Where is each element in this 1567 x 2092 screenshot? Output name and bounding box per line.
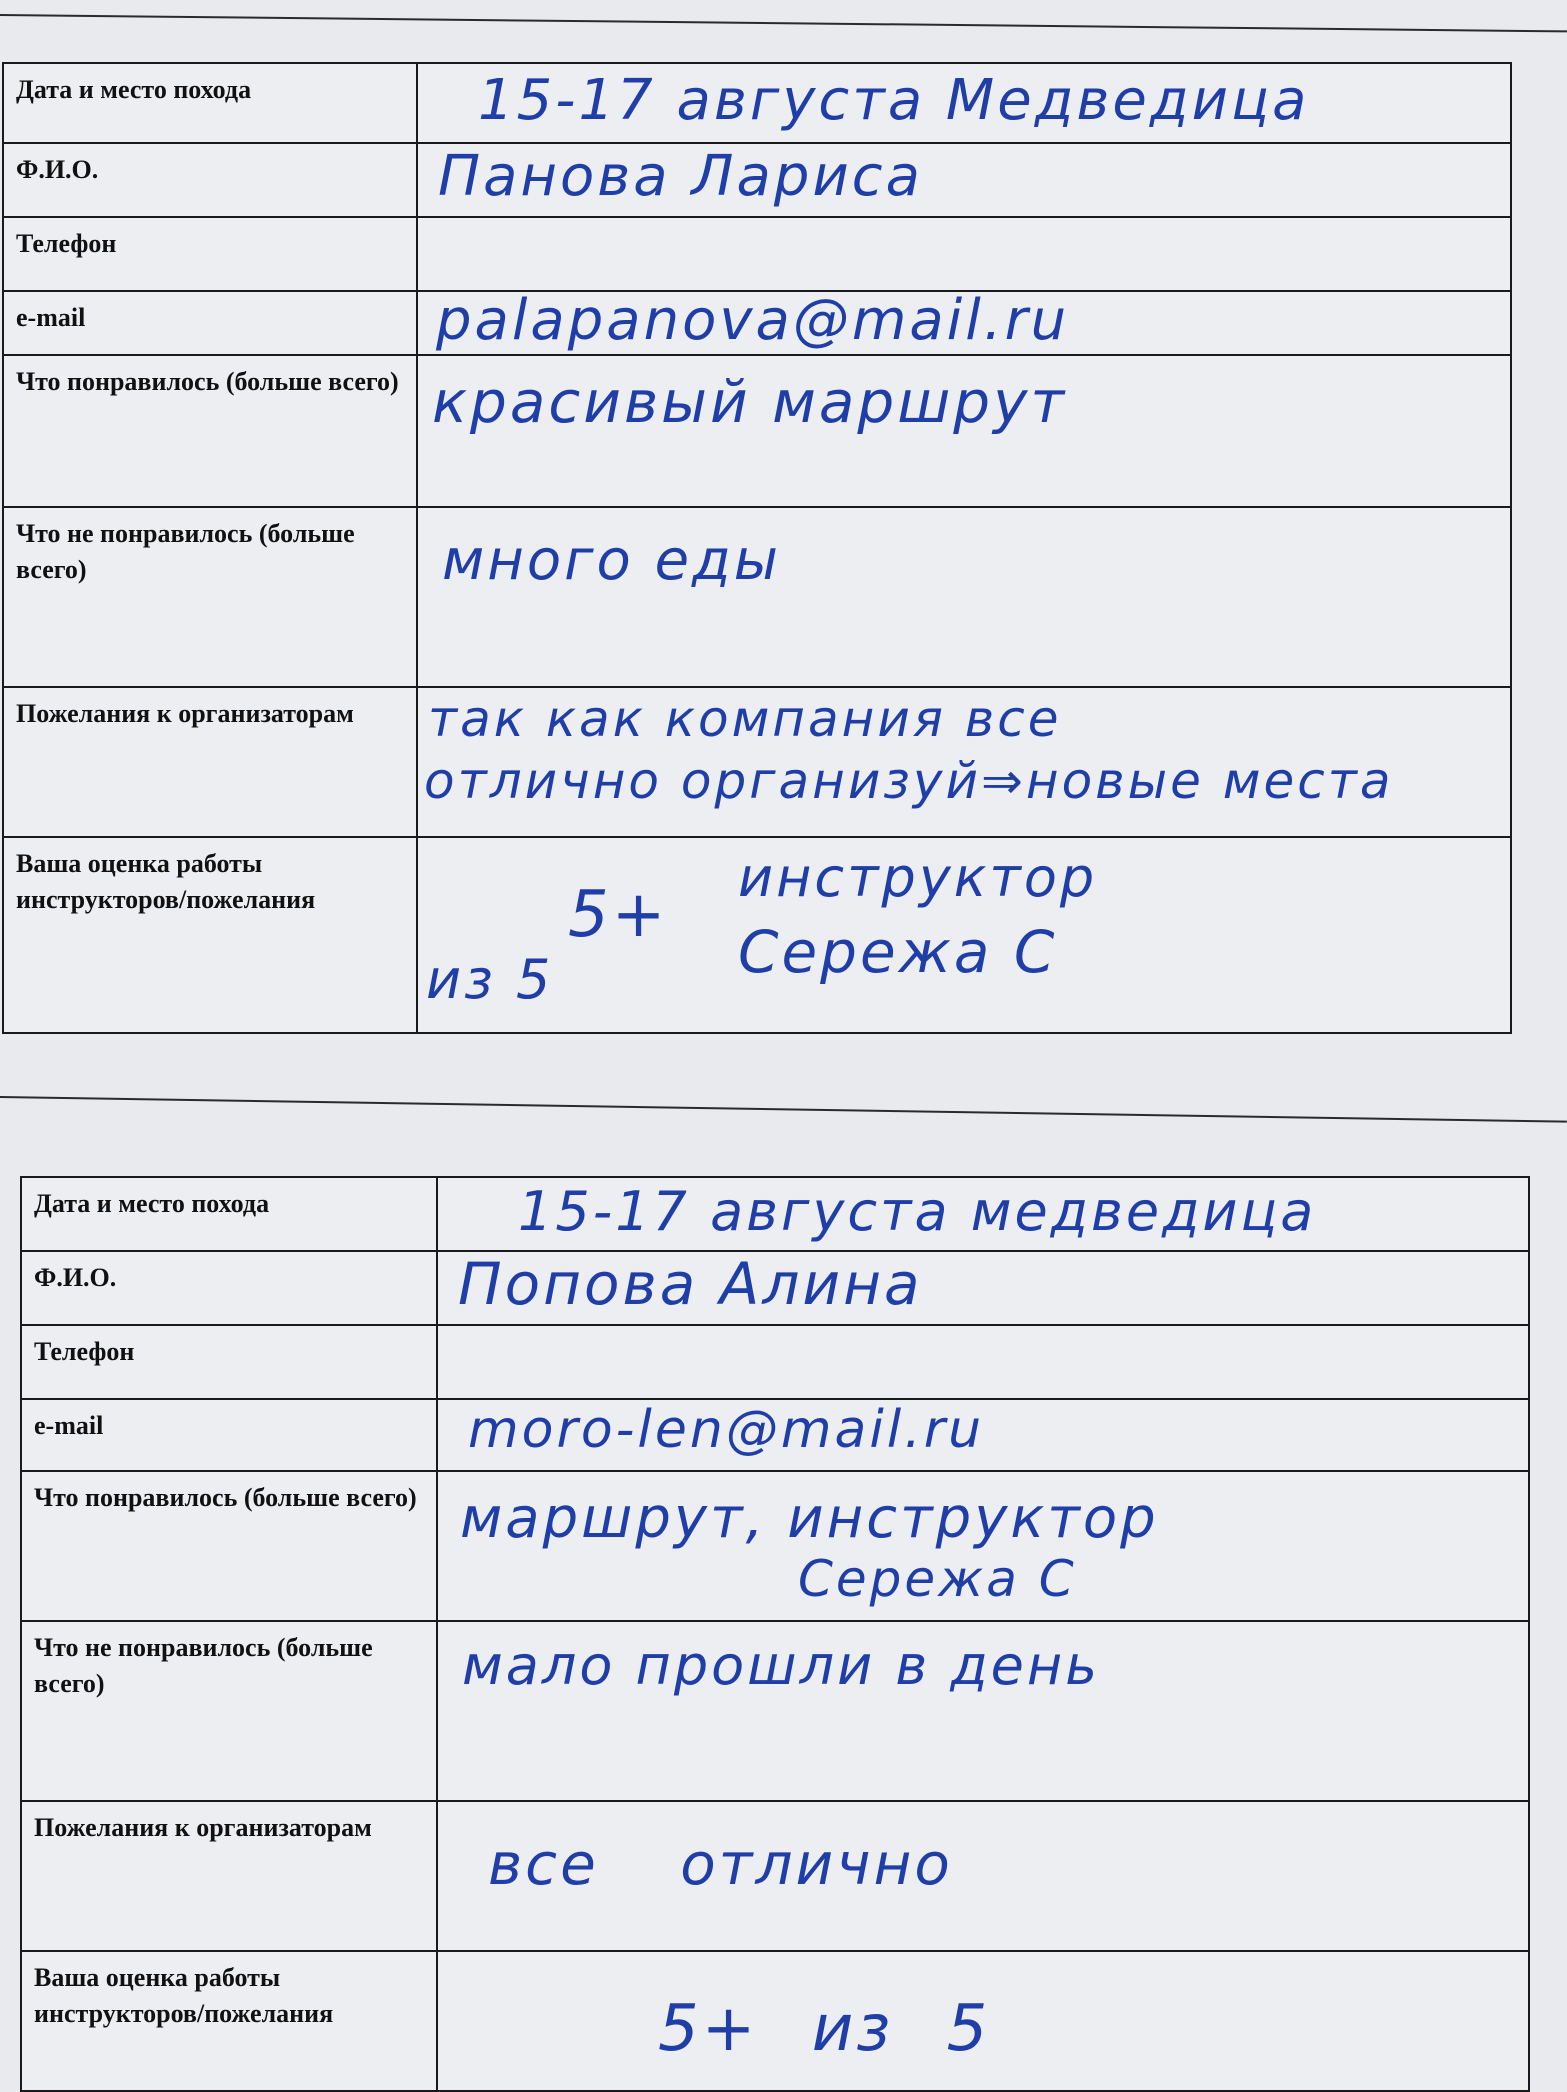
value-disliked[interactable] [417, 507, 1511, 687]
value-rating[interactable] [417, 837, 1511, 1033]
value-date-place-2[interactable] [437, 1177, 1529, 1251]
label-date-place-2: Дата и место похода [21, 1177, 437, 1251]
row-rating-2 [21, 1951, 1529, 2091]
label-disliked-2: Что не понравилось (больше всего) [21, 1621, 437, 1801]
row-disliked-2 [21, 1621, 1529, 1801]
sheet-edge-top [0, 14, 1567, 32]
value-wishes[interactable] [417, 687, 1511, 837]
handwritten-rating-score: 5+ [568, 878, 669, 952]
handwritten-name: Панова Лариса [438, 144, 923, 209]
handwritten-rating-of: из 5 [426, 948, 554, 1011]
handwritten-liked: красивый маршрут [432, 368, 1068, 436]
label-liked: Что понравилось (больше всего) [3, 355, 417, 507]
value-name-2[interactable] [437, 1251, 1529, 1325]
handwritten-date-place: 15-17 августа Медведица [478, 68, 1310, 133]
handwritten-disliked-2: мало прошли в день [462, 1634, 1101, 1697]
label-name: Ф.И.О. [3, 143, 417, 217]
value-email-2[interactable] [437, 1399, 1529, 1471]
label-wishes: Пожелания к организаторам [3, 687, 417, 837]
handwritten-wishes-line1: так как компания все [428, 690, 1062, 748]
label-disliked: Что не понравилось (больше всего) [3, 507, 417, 687]
handwritten-email-2: moro-len@mail.ru [468, 1400, 985, 1460]
label-wishes-2: Пожелания к организаторам [21, 1801, 437, 1951]
handwritten-liked-2-line1: маршрут, инструктор [460, 1486, 1159, 1551]
label-liked-2: Что понравилось (больше всего) [21, 1471, 437, 1621]
label-rating-2: Ваша оценка работы инструкторов/пожелания [21, 1951, 437, 2091]
row-liked-2 [21, 1471, 1529, 1621]
handwritten-disliked: много еды [442, 528, 781, 593]
value-liked[interactable] [417, 355, 1511, 507]
label-email-2: e-mail [21, 1399, 437, 1471]
label-phone-2: Телефон [21, 1325, 437, 1399]
label-email: e-mail [3, 291, 417, 355]
label-date-place: Дата и место похода [3, 63, 417, 143]
row-date-place [3, 63, 1511, 143]
row-email [3, 291, 1511, 355]
value-liked-2[interactable] [437, 1471, 1529, 1621]
row-name-2 [21, 1251, 1529, 1325]
row-phone-2 [21, 1325, 1529, 1399]
handwritten-liked-2-line2: Сережа С [798, 1550, 1077, 1608]
row-name [3, 143, 1511, 217]
row-rating [3, 837, 1511, 1033]
value-phone[interactable] [417, 217, 1511, 291]
value-phone-2[interactable] [437, 1325, 1529, 1399]
handwritten-rating-note-line2: Сережа С [738, 918, 1058, 986]
handwritten-rating-note-line1: инструктор [738, 846, 1098, 909]
handwritten-wishes-2: все отлично [488, 1830, 953, 1898]
value-rating-2[interactable] [437, 1951, 1529, 2091]
row-wishes-2 [21, 1801, 1529, 1951]
value-email[interactable] [417, 291, 1511, 355]
sheet-edge-middle [0, 1096, 1567, 1123]
handwritten-rating-2: 5+ из 5 [658, 1992, 991, 2066]
handwritten-email: palapanova@mail.ru [436, 291, 1070, 353]
row-phone [3, 217, 1511, 291]
value-disliked-2[interactable] [437, 1621, 1529, 1801]
feedback-form-1 [2, 62, 1512, 1034]
handwritten-date-place-2: 15-17 августа медведица [518, 1180, 1317, 1243]
row-email-2 [21, 1399, 1529, 1471]
row-date-place-2 [21, 1177, 1529, 1251]
label-phone: Телефон [3, 217, 417, 291]
feedback-form-2 [20, 1176, 1530, 2092]
handwritten-name-2: Попова Алина [458, 1251, 923, 1318]
handwritten-wishes-line2: отлично организуй⇒новые места [424, 752, 1394, 810]
value-name[interactable] [417, 143, 1511, 217]
label-name-2: Ф.И.О. [21, 1251, 437, 1325]
label-rating: Ваша оценка работы инструкторов/пожелания [3, 837, 417, 1033]
value-wishes-2[interactable] [437, 1801, 1529, 1951]
row-wishes [3, 687, 1511, 837]
row-disliked [3, 507, 1511, 687]
value-date-place[interactable] [417, 63, 1511, 143]
row-liked [3, 355, 1511, 507]
